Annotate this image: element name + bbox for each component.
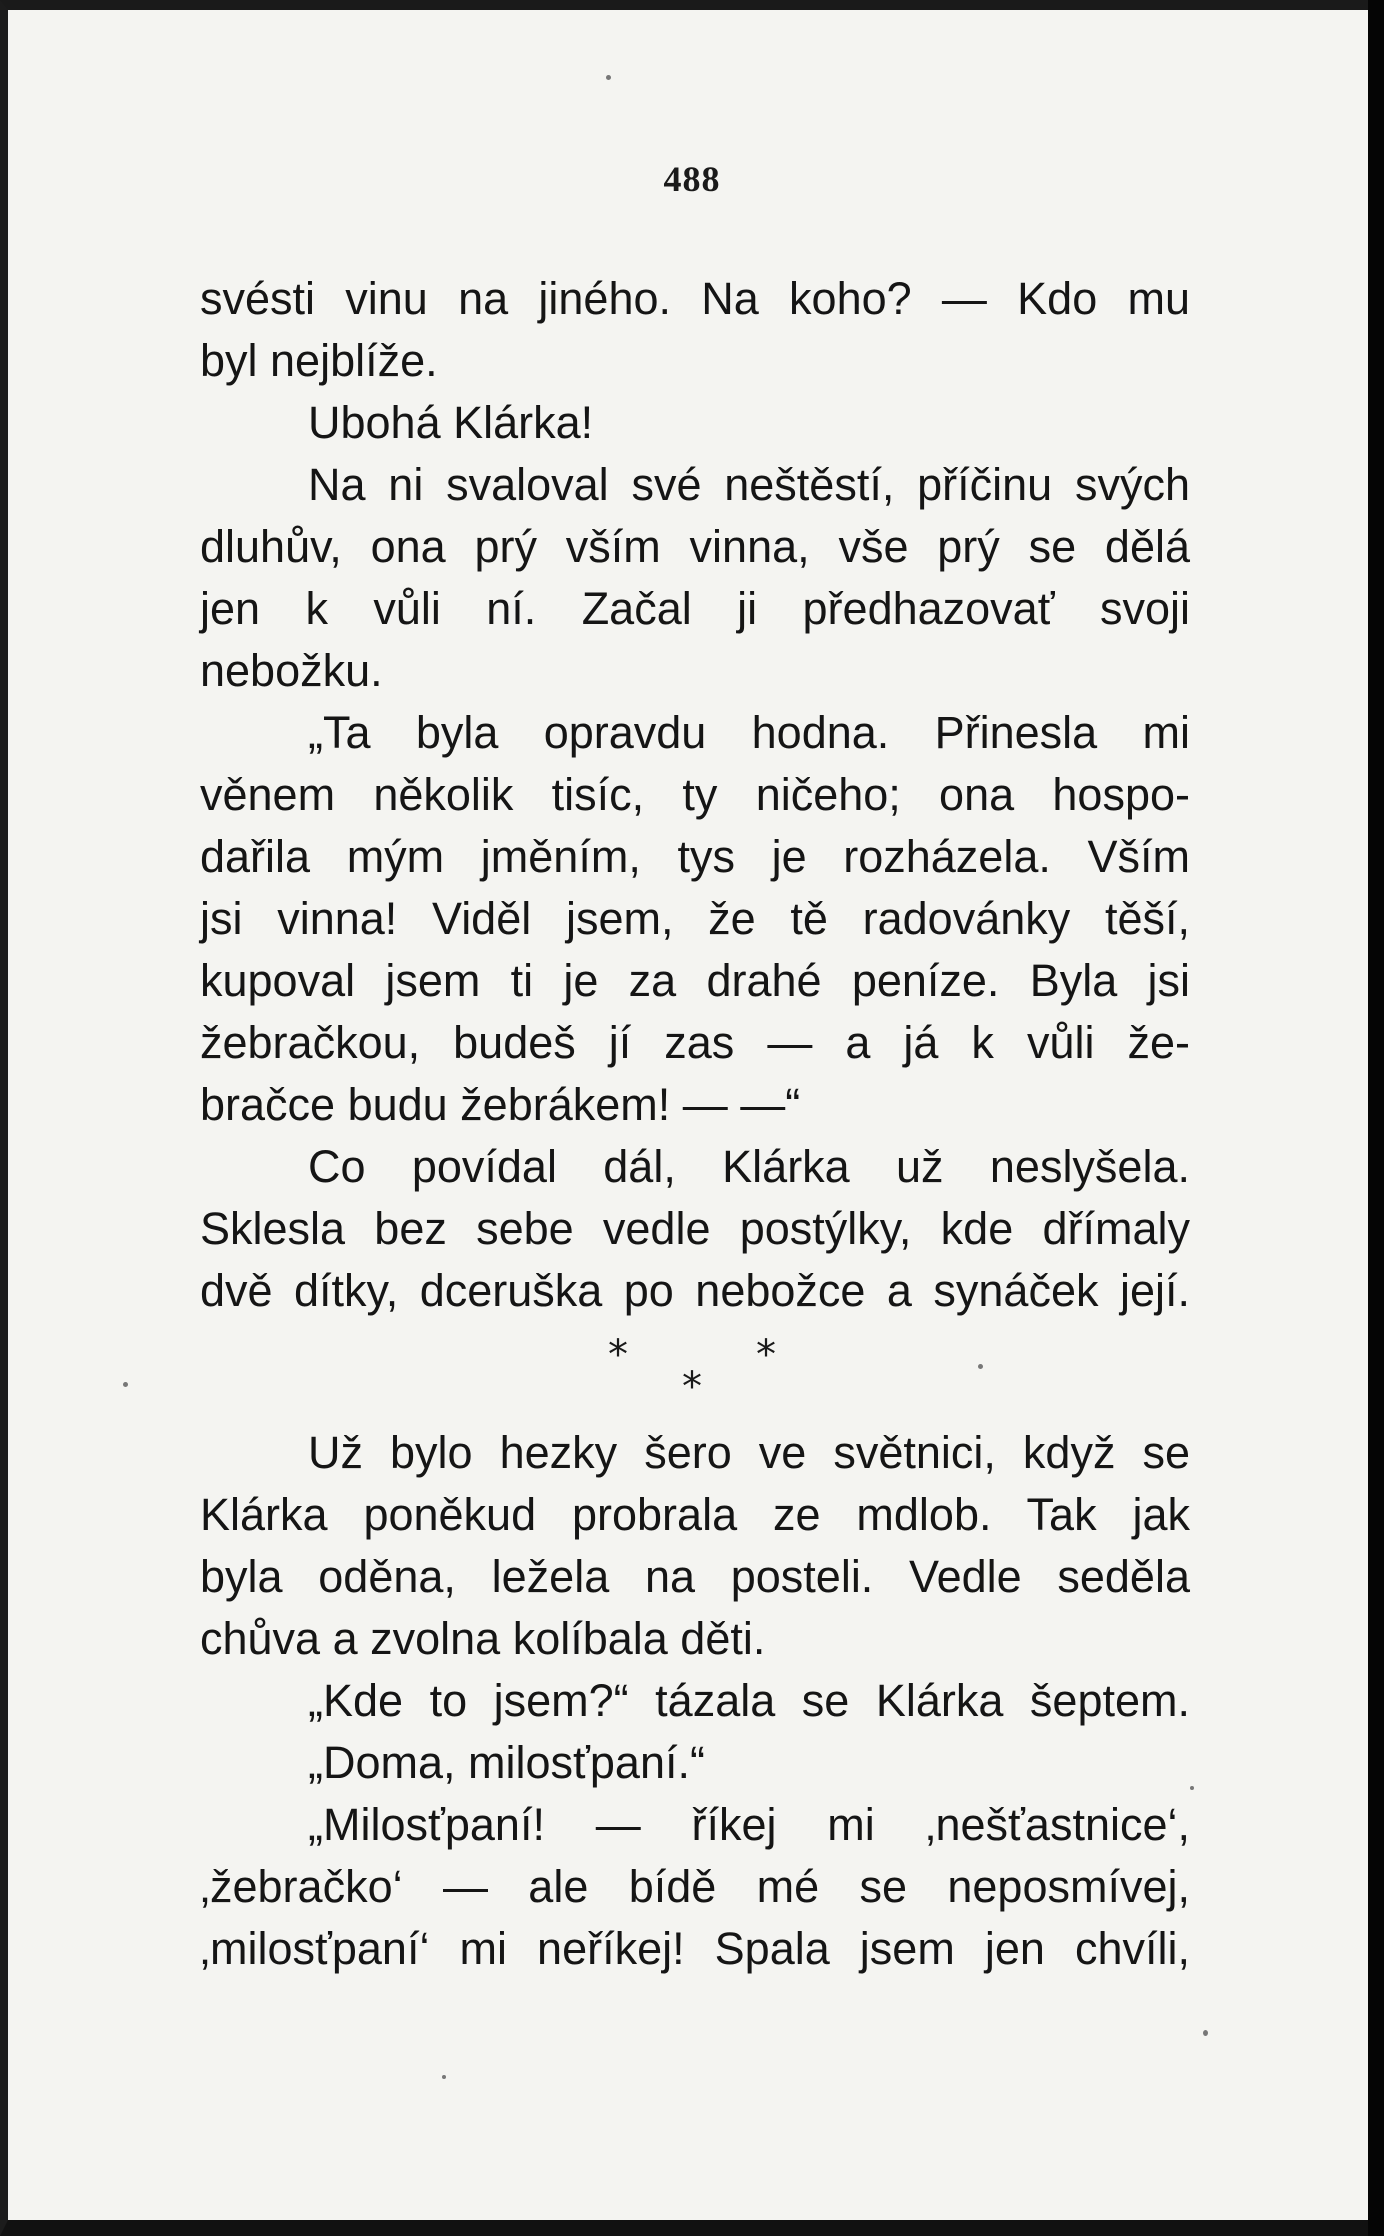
text-line: byl nejblíže. [200,335,438,386]
text-line: Sklesla bez sebe vedle postýlky, kde dřímaly [200,1203,1190,1254]
paper-speck [442,2075,446,2079]
text-line: Na ni svaloval své neštěstí, příčinu svých [308,459,1190,510]
asterisk: * [682,1364,702,1410]
text-line: ‚žebračko‘ — ale bídě mé se neposmívej, [200,1861,1190,1912]
text-line: Už bylo hezky šero ve světnici, když se [308,1427,1190,1478]
text-line: Co povídal dál, Klárka už neslyšela. [308,1141,1190,1192]
text-line: jen k vůli ní. Začal ji předhazovať svoji [200,583,1190,634]
text-line: žebračkou, budeš jí zas — a já k vůli že- [200,1017,1190,1068]
section-separator [0,1322,1384,1412]
text-line: bračce budu žebrákem! — —“ [200,1079,801,1130]
paper-speck [606,75,611,80]
text-block-top [200,268,1190,1322]
text-line: „Doma, milosťpaní.“ [308,1737,705,1788]
text-line: byla oděna, ležela na posteli. Vedle seděla [200,1551,1190,1602]
text-block-bottom [200,1422,1190,1980]
asterisk: * [608,1332,628,1378]
text-line: „Kde to jsem?“ tázala se Klárka šeptem. [308,1675,1190,1726]
text-line: chůva a zvolna kolíbala děti. [200,1613,766,1664]
text-line: svésti vinu na jiného. Na koho? — Kdo mu [200,273,1190,324]
text-line: dluhův, ona prý vším vinna, vše prý se dělá [200,521,1190,572]
text-line: nebožku. [200,645,383,696]
asterisk: * [756,1332,776,1378]
text-line: ‚milosťpaní‘ mi neříkej! Spala jsem jen chvíli, [200,1923,1190,1974]
text-line: kupoval jsem ti je za drahé peníze. Byla jsi [200,955,1190,1006]
text-line: dařila mým jměním, tys je rozházela. Vším [200,831,1190,882]
paper-speck [1203,2030,1208,2036]
page-edge-shadow [1368,0,1384,2236]
text-line: „Milosťpaní! — říkej mi ‚nešťastnice‘, [308,1799,1190,1850]
text-line: Klárka poněkud probrala ze mdlob. Tak jak [200,1489,1190,1540]
text-line: věnem několik tisíc, ty ničeho; ona hospo- [200,769,1190,820]
page-number: 488 [663,159,721,199]
text-line: jsi vinna! Viděl jsem, že tě radovánky těší, [200,893,1190,944]
paper-speck [1190,1786,1194,1790]
text-line: „Ta byla opravdu hodna. Přinesla mi [308,707,1190,758]
text-line: Ubohá Klárka! [308,397,594,448]
text-line: dvě dítky, dceruška po nebožce a synáček její. [200,1265,1190,1316]
